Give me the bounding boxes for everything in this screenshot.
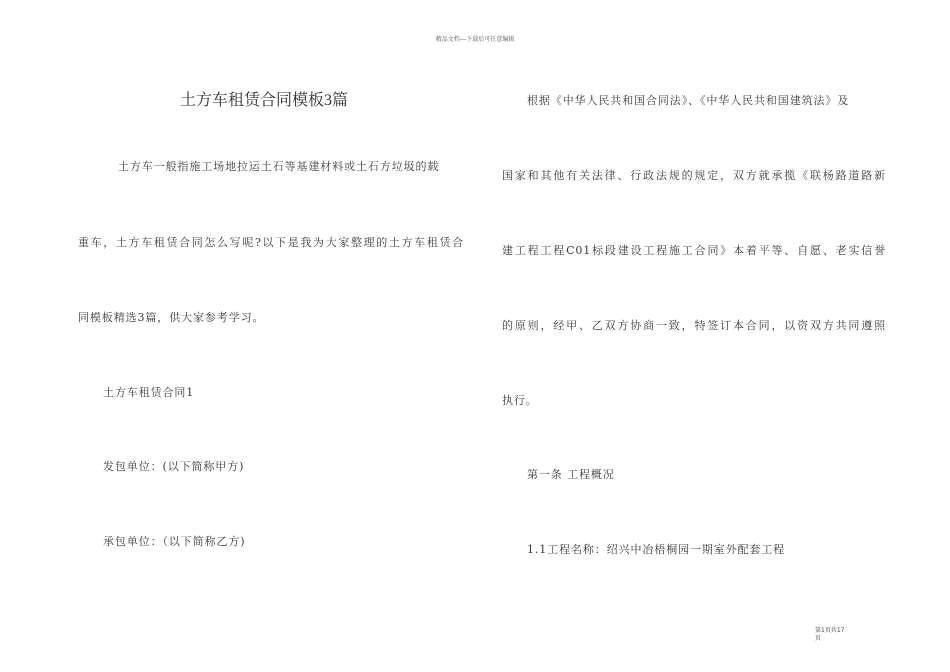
document-title: 土方车租赁合同模板3篇 xyxy=(179,92,348,109)
intro-line-1: 土方车一般指施工场地拉运土石等基建材料或土石方垃圾的载 xyxy=(118,160,440,173)
header-note: 精品文档---下载后可任意编辑 xyxy=(435,36,515,43)
party-b-line: 承包单位：（以下简称乙方) xyxy=(103,535,246,548)
contract-heading: 土方车租赁合同1 xyxy=(103,386,195,399)
body-line-1: 根据《中华人民共和国合同法》、《中华人民共和国建筑法》及 xyxy=(527,94,850,107)
page-number-line-2: 页 xyxy=(815,635,822,642)
article-heading: 第一条 工程概况 xyxy=(527,468,615,481)
body-line-4: 的原则，经甲、乙双方协商一致，特签订本合同，以资双方共同遵照 xyxy=(502,319,886,332)
article-item: 1.1工程名称：绍兴中冶梧桐园一期室外配套工程 xyxy=(527,543,786,556)
body-line-5: 执行。 xyxy=(502,394,538,407)
intro-line-2: 重车，土方车租赁合同怎么写呢?以下是我为大家整理的土方车租赁合 xyxy=(78,236,464,249)
party-a-line: 发包单位：(以下简称甲方) xyxy=(103,460,245,473)
page-number-line-1: 第1页共17 xyxy=(815,627,845,634)
page-number xyxy=(815,627,844,643)
body-line-2: 国家和其他有关法律、行政法规的规定，双方就承揽《联杨路道路新 xyxy=(502,169,886,182)
intro-line-3: 同模板精选3篇，供大家参考学习。 xyxy=(78,311,265,324)
body-line-3: 建工程工程C01标段建设工程施工合同》本着平等、自愿、老实信誉 xyxy=(502,244,886,257)
